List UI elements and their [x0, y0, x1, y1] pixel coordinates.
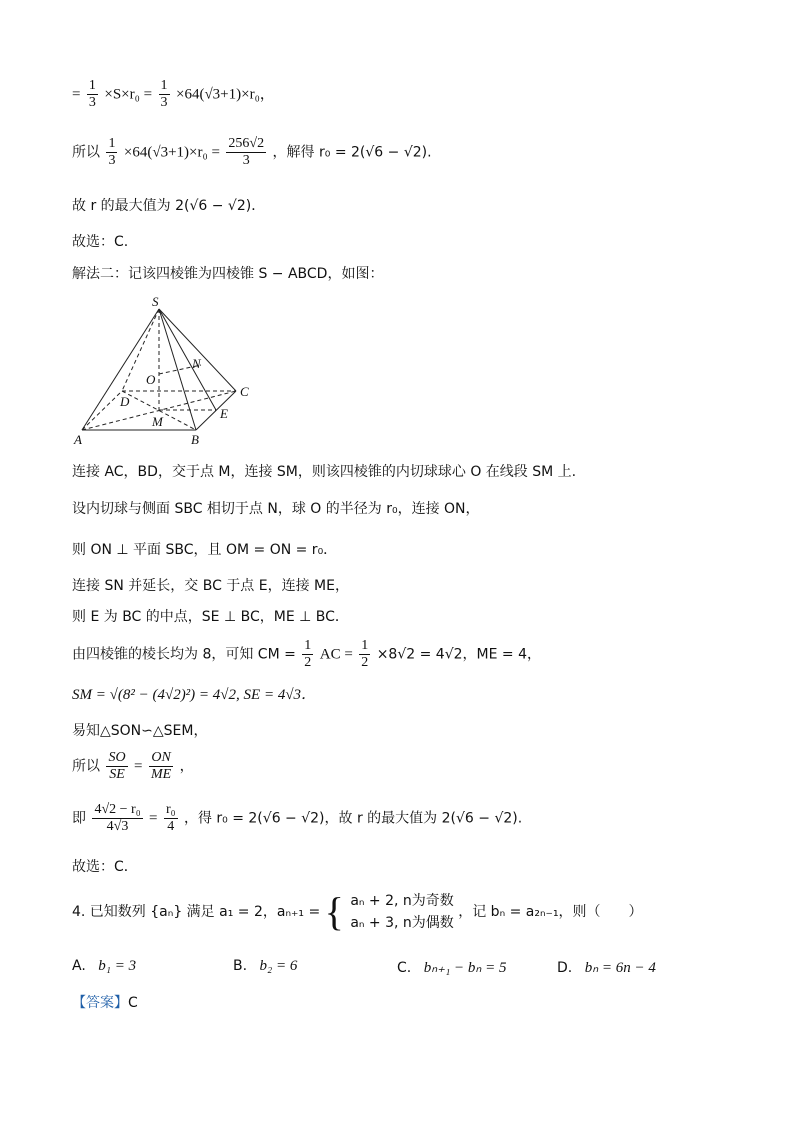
piecewise-cases: aₙ + 2, n为奇数 aₙ + 3, n为偶数	[350, 893, 454, 931]
answer-value: C	[128, 995, 138, 1011]
option-a[interactable]: A. b₁ = 3	[72, 958, 137, 974]
label-o: O	[146, 372, 156, 387]
option-b[interactable]: B. b₂ = 6	[233, 958, 298, 974]
line-7: 设内切球与侧面 SBC 相切于点 N，球 O 的半径为 r₀，连接 ON，	[72, 501, 480, 517]
line-10: 则 E 为 BC 的中点，SE ⊥ BC，ME ⊥ BC．	[72, 609, 349, 625]
fraction: $\frac{\text{4√2 − r₀}}{4√3}$	[94, 802, 141, 834]
line-4: 故选：C.	[72, 234, 129, 250]
fraction: $\frac{\text{r₀}}{4}$	[165, 802, 176, 834]
line-14: 所以 $\frac{SO}{SE}$ = $\frac{ON}{ME}$ ，	[72, 750, 194, 782]
question-4: 4. 已知数列 {aₙ} 满足 a₁ = 2，aₙ₊₁ = { aₙ + 2, n为奇数 aₙ + 3, n为偶数 ，记 bₙ = a₂ₙ₋₁，则（ ）	[72, 889, 643, 934]
line-6: 连接 AC，BD，交于点 M，连接 SM，则该四棱锥的内切球球心 O 在线段 SM 上.	[72, 464, 577, 480]
label-n: N	[192, 356, 201, 371]
label-d: D	[120, 394, 130, 409]
label-b: B	[191, 432, 199, 447]
option-d[interactable]: D. bₙ = 6n − 4	[557, 960, 656, 976]
answer-tag: 【答案】	[72, 995, 128, 1011]
fraction: $\frac{1}{3}$	[108, 136, 116, 168]
label-c: C	[240, 384, 249, 399]
pyramid-figure	[70, 292, 270, 452]
options-row	[72, 958, 722, 978]
fraction: $\frac{SO}{SE}$	[108, 750, 126, 782]
label-s: S	[152, 294, 159, 309]
line-3: 故 r 的最大值为 2(√6 − √2)．	[72, 198, 266, 214]
line-5: 解法二：记该四棱锥为四棱锥 S − ABCD，如图：	[72, 266, 384, 282]
line-16: 故选：C．	[72, 859, 138, 875]
line-15: 即 $\frac{\text{4√2 − r₀}}{4√3}$ = $\frac{\text{r₀}}{4}$ ，得 r₀ = 2(√6 − √2)，故 r 的最大值为 2(√6 − √2).	[72, 802, 523, 834]
fraction: $\frac{1}{2}$	[361, 638, 369, 670]
fraction: $\frac{1}{3}$	[88, 78, 96, 110]
line-12: SM = √(8² − (4√2)²) = 4√2, SE = 4√3．	[72, 687, 317, 703]
answer	[72, 996, 138, 1010]
line-8: 则 ON ⊥ 平面 SBC，且 OM = ON = r₀．	[72, 542, 338, 558]
label-m: M	[152, 414, 163, 429]
line-13: 易知△SON∽△SEM，	[72, 723, 208, 739]
line-1: = $\frac{1}{3}$ ×S×r₀ = $\frac{1}{3}$ ×64(√3+1)×r₀，	[72, 78, 275, 110]
fraction: $\frac{ON}{ME}$	[150, 750, 172, 782]
line-11: 由四棱锥的棱长均为 8，可知 CM = $\frac{1}{2}$ AC = $\frac{1}{2}$ ×8√2 = 4√2，ME = 4，	[72, 638, 541, 670]
line-9: 连接 SN 并延长，交 BC 于点 E，连接 ME，	[72, 578, 349, 594]
option-c[interactable]: C. bₙ₊₁ − bₙ = 5	[397, 960, 507, 976]
fraction: $\frac{1}{3}$	[160, 78, 168, 110]
label-e: E	[220, 406, 228, 421]
fraction: $\frac{1}{2}$	[304, 638, 312, 670]
label-a: A	[74, 432, 82, 447]
brace: {	[324, 889, 344, 934]
line-2: 所以 $\frac{1}{3}$ ×64(√3+1)×r₀ = $\frac{256√2}{3}$ ，解得 r₀ = 2(√6 − √2).	[72, 136, 432, 168]
fraction: $\frac{256√2}{3}$	[228, 136, 265, 168]
